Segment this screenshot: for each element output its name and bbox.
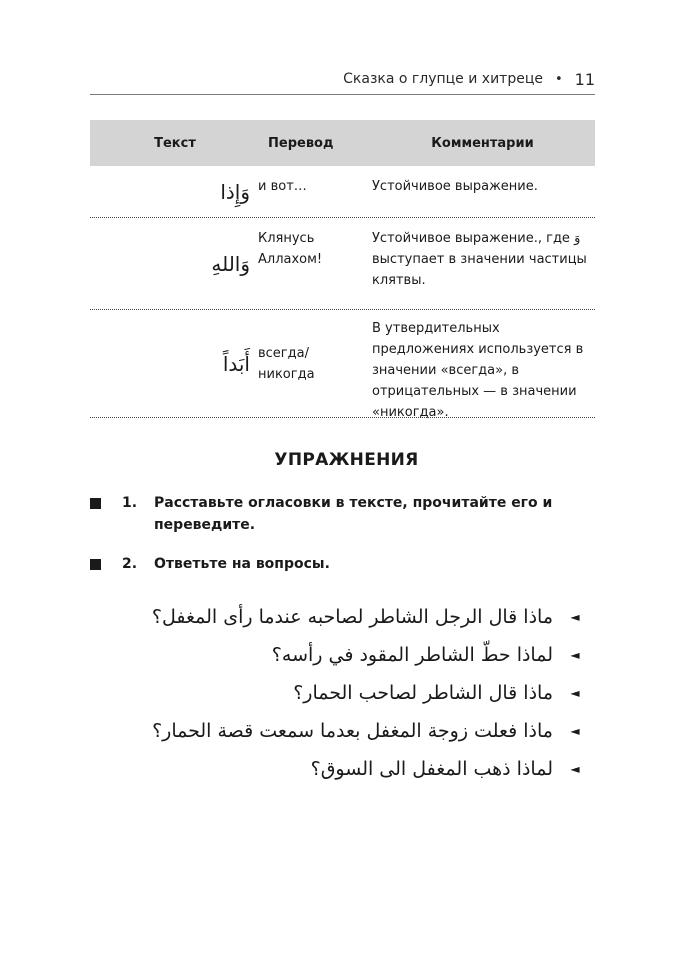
- question-text: لماذا حطّ الشاطر المقود في رأسه؟: [271, 644, 553, 666]
- comment-cell: В утвердительных предложениях используется в значении «всегда», в отрицательных — в значении «никогда».: [372, 321, 584, 420]
- column-header-text: Текст: [154, 135, 196, 151]
- translation-cell: и вот…: [258, 179, 307, 194]
- exercise-text: Ответьте на вопросы.: [154, 556, 330, 572]
- comment-cell: Устойчивое выражение., где وَ выступает в значении частицы клятвы.: [372, 231, 587, 288]
- question-item: [150, 600, 583, 634]
- question-text: لماذا ذهب المغفل الى السوق؟: [310, 758, 553, 780]
- square-bullet-icon: [90, 498, 101, 509]
- left-triangle-icon: ◄: [570, 762, 580, 776]
- translation-cell: Клянусь Аллахом!: [258, 231, 323, 267]
- header-separator: •: [554, 71, 563, 87]
- left-triangle-icon: ◄: [570, 724, 580, 738]
- exercise-item: [90, 492, 574, 536]
- translation-cell: всегда/ никогда: [258, 346, 315, 382]
- question-text: ماذا قال الرجل الشاطر لصاحبه عندما رأى المغفل؟: [151, 606, 553, 628]
- column-header-comments: Комментарии: [431, 135, 534, 151]
- running-title: Сказка о глупце и хитреце: [343, 71, 543, 87]
- vocabulary-table: [90, 120, 595, 418]
- column-header-translation: Перевод: [268, 135, 334, 151]
- left-triangle-icon: ◄: [570, 610, 580, 624]
- question-text: ماذا فعلت زوجة المغفل بعدما سمعت قصة الحمار؟: [152, 720, 553, 742]
- square-bullet-icon: [90, 559, 101, 570]
- page-header: [90, 64, 595, 95]
- exercise-item: [90, 553, 574, 575]
- exercises-title: УПРАЖНЕНИЯ: [274, 450, 419, 470]
- page-number: 11: [574, 69, 595, 89]
- question-item: [150, 752, 583, 786]
- table-header-row: [90, 120, 595, 166]
- arabic-term: أَبَداً: [222, 351, 250, 376]
- table-row: [90, 166, 595, 218]
- comment-cell: Устойчивое выражение.: [372, 179, 538, 194]
- arabic-term: وَإِذا: [220, 179, 250, 204]
- exercise-text: Расставьте огласовки в тексте, прочитайте его и переведите.: [154, 495, 553, 533]
- question-item: [150, 676, 583, 710]
- table-row: [90, 310, 595, 418]
- question-item: [150, 638, 583, 672]
- left-triangle-icon: ◄: [570, 648, 580, 662]
- arabic-term: وَاللهِ: [211, 251, 250, 276]
- left-triangle-icon: ◄: [570, 686, 580, 700]
- question-text: ماذا قال الشاطر لصاحب الحمار؟: [293, 682, 553, 704]
- exercise-number: 1.: [122, 495, 138, 511]
- exercise-number: 2.: [122, 556, 138, 572]
- table-row: [90, 218, 595, 310]
- question-item: [150, 714, 583, 748]
